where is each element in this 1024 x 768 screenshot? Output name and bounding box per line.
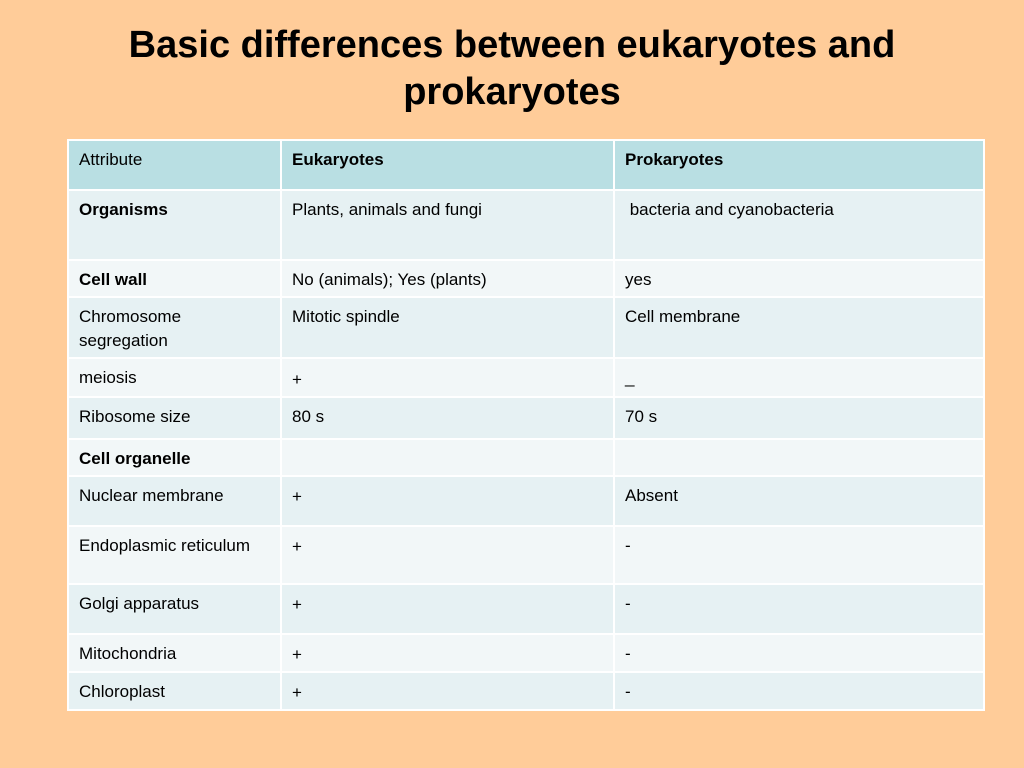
row-eukaryotes-cell: +: [281, 634, 614, 672]
table-row: [68, 526, 984, 584]
row-attribute-cell: meiosis: [68, 358, 281, 397]
table-row: [68, 584, 984, 634]
header-attribute: Attribute: [68, 140, 281, 190]
row-eukaryotes-cell: Plants, animals and fungi: [281, 190, 614, 260]
row-prokaryotes-cell: _: [614, 358, 984, 397]
table-row: [68, 358, 984, 397]
slide-title: [0, 22, 1024, 116]
table-row: [68, 439, 984, 476]
row-attribute-cell: Ribosome size: [68, 397, 281, 439]
table-row: [68, 190, 984, 260]
row-prokaryotes-cell: 70 s: [614, 397, 984, 439]
slide-title-line-1: Basic differences between eukaryotes and: [128, 24, 896, 66]
row-eukaryotes-cell: +: [281, 584, 614, 634]
row-prokaryotes-cell: -: [614, 634, 984, 672]
row-attribute-cell: Mitochondria: [68, 634, 281, 672]
comparison-table: [67, 139, 985, 711]
row-eukaryotes-cell: Mitotic spindle: [281, 297, 614, 358]
table-row: [68, 672, 984, 710]
row-prokaryotes-cell: [614, 439, 984, 476]
row-prokaryotes-cell: -: [614, 672, 984, 710]
table-row: [68, 260, 984, 297]
row-eukaryotes-cell: +: [281, 476, 614, 526]
row-attribute-cell: Chloroplast: [68, 672, 281, 710]
row-prokaryotes-cell: Cell membrane: [614, 297, 984, 358]
row-eukaryotes-cell: 80 s: [281, 397, 614, 439]
row-attribute-cell: Cell wall: [68, 260, 281, 297]
table-row: [68, 297, 984, 358]
row-attribute-cell: Chromosome segregation: [68, 297, 281, 358]
row-attribute-cell: Cell organelle: [68, 439, 281, 476]
row-eukaryotes-cell: No (animals); Yes (plants): [281, 260, 614, 297]
row-attribute-cell: Endoplasmic reticulum: [68, 526, 281, 584]
row-prokaryotes-cell: -: [614, 584, 984, 634]
row-attribute-cell: Golgi apparatus: [68, 584, 281, 634]
row-eukaryotes-cell: +: [281, 526, 614, 584]
row-eukaryotes-cell: +: [281, 672, 614, 710]
table-row: [68, 476, 984, 526]
row-eukaryotes-cell: +: [281, 358, 614, 397]
row-attribute-cell: Organisms: [68, 190, 281, 260]
comparison-table-container: [67, 139, 983, 711]
row-prokaryotes-cell: yes: [614, 260, 984, 297]
slide-title-line-2: prokaryotes: [403, 71, 621, 113]
row-prokaryotes-cell: bacteria and cyanobacteria: [614, 190, 984, 260]
table-row: [68, 397, 984, 439]
row-prokaryotes-cell: -: [614, 526, 984, 584]
table-row: [68, 634, 984, 672]
row-attribute-cell: Nuclear membrane: [68, 476, 281, 526]
header-prokaryotes: Prokaryotes: [614, 140, 984, 190]
header-eukaryotes: Eukaryotes: [281, 140, 614, 190]
row-eukaryotes-cell: [281, 439, 614, 476]
row-prokaryotes-cell: Absent: [614, 476, 984, 526]
table-header-row: [68, 140, 984, 190]
